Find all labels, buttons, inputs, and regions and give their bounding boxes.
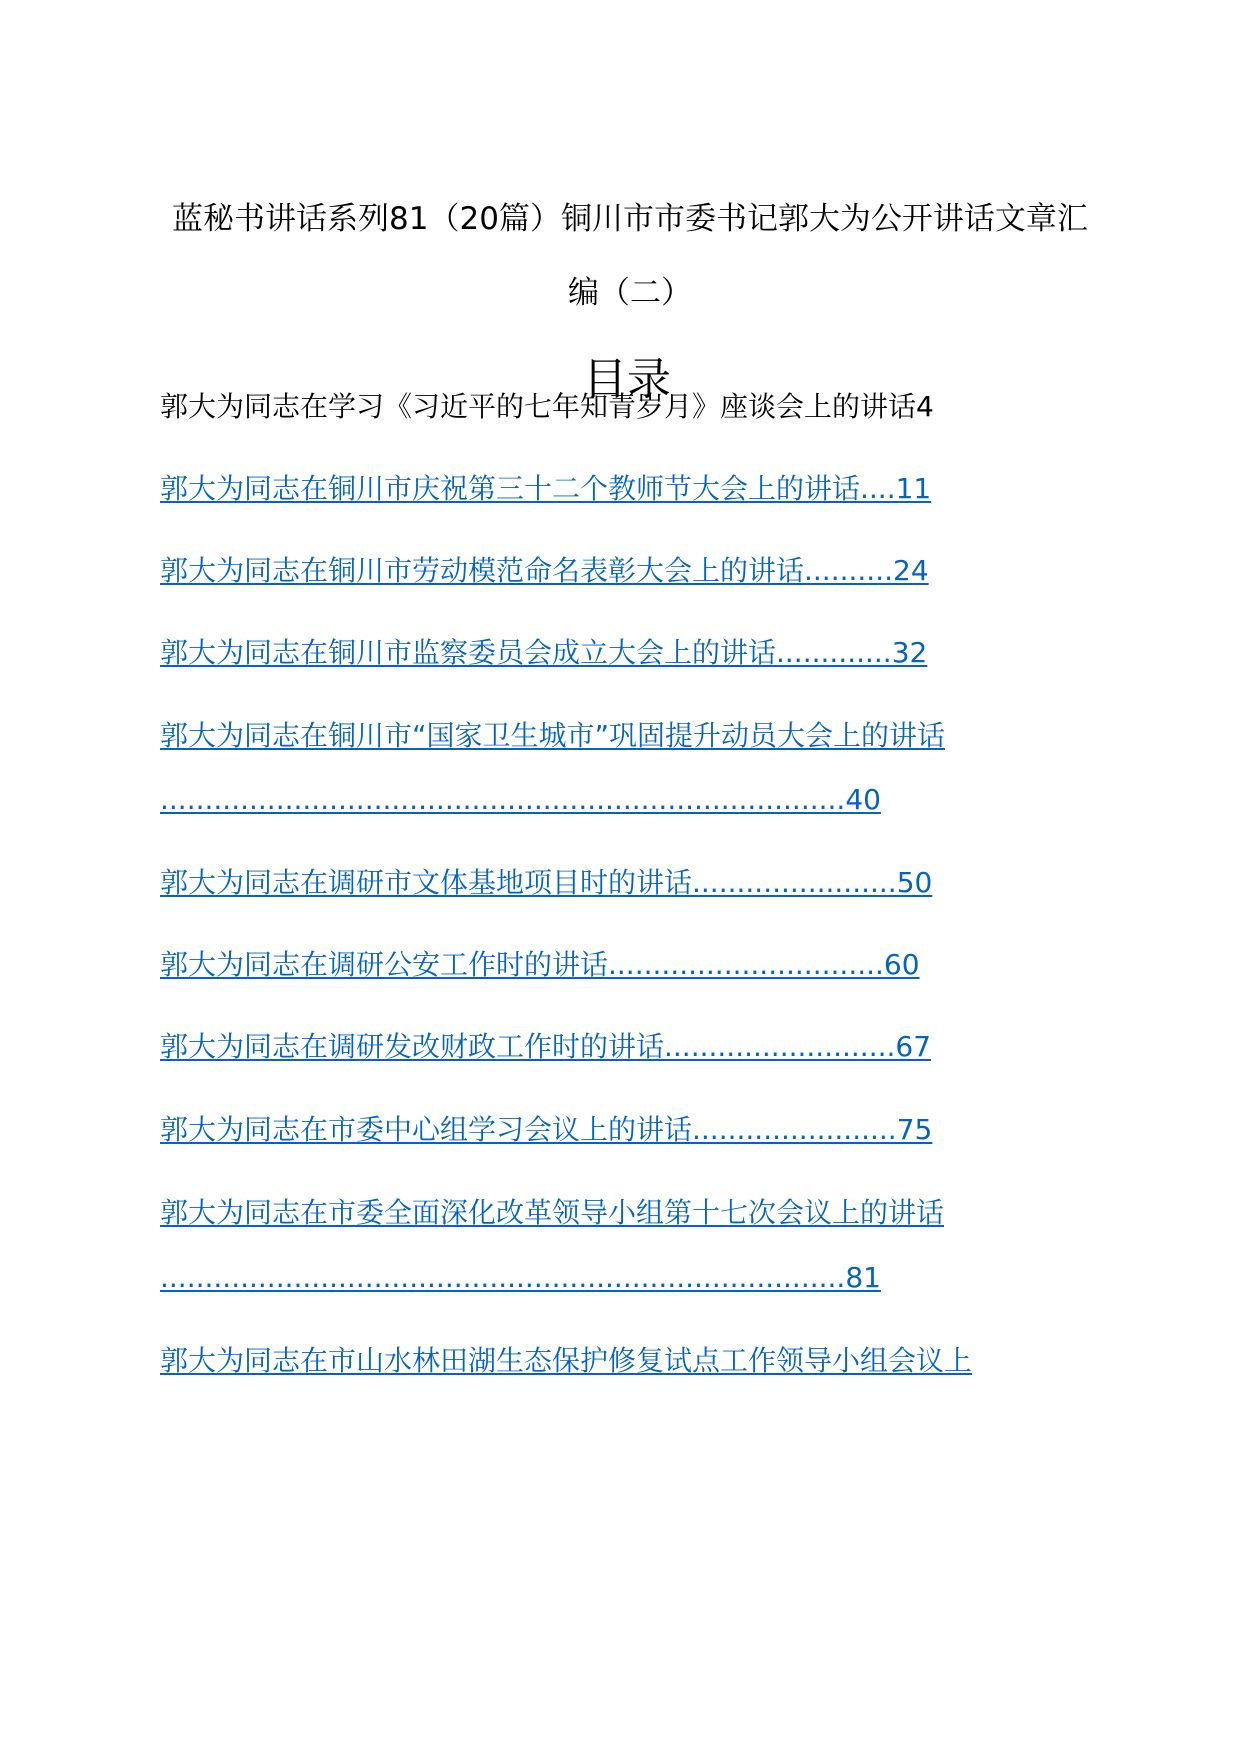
toc-entry-link[interactable]: 郭大为同志在市委全面深化改革领导小组第十七次会议上的讲话	[160, 1196, 945, 1229]
toc-entry-link[interactable]: 郭大为同志在市委中心组学习会议上的讲话.......................75	[160, 1113, 933, 1146]
toc-entry-link[interactable]: .............................................................................40	[160, 783, 881, 816]
document-title: 蓝秘书讲话系列81（20篇）铜川市市委书记郭大为公开讲话文章汇编（二）	[172, 201, 1088, 311]
toc-entry-link[interactable]: 郭大为同志在铜川市“国家卫生城市”巩固提升动员大会上的讲话	[160, 719, 946, 752]
toc-heading: 目录	[583, 354, 671, 405]
toc-entry-link[interactable]: 郭大为同志在调研公安工作时的讲话...............................60	[160, 948, 920, 981]
toc-entry-link[interactable]: .............................................................................81	[160, 1261, 881, 1294]
toc-entry-link[interactable]: 郭大为同志在铜川市监察委员会成立大会上的讲话.............32	[160, 636, 928, 669]
toc-entry-link[interactable]: 郭大为同志在调研发改财政工作时的讲话..........................67	[160, 1030, 932, 1063]
toc-entry-link[interactable]: 郭大为同志在铜川市劳动模范命名表彰大会上的讲话..........24	[160, 554, 929, 587]
toc-entry: 郭大为同志在学习《习近平的七年知青岁月》座谈会上的讲话4	[160, 390, 934, 423]
toc-entry-link[interactable]: 郭大为同志在市山水林田湖生态保护修复试点工作领导小组会议上	[160, 1344, 973, 1377]
toc-entry-link[interactable]: 郭大为同志在调研市文体基地项目时的讲话.......................50	[160, 866, 933, 899]
toc-entry-link[interactable]: 郭大为同志在铜川市庆祝第三十二个教师节大会上的讲话....11	[160, 472, 932, 505]
